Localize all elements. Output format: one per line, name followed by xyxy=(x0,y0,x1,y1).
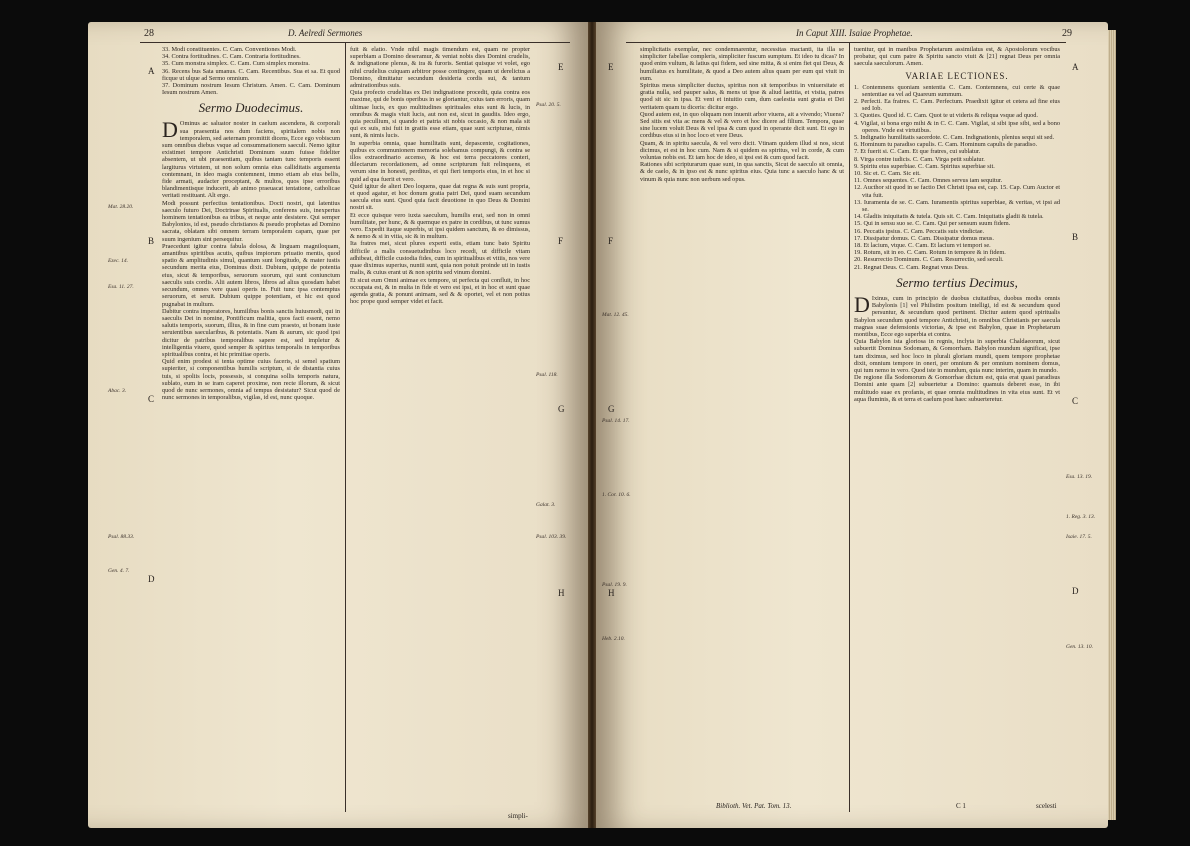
margin-note: Gen. 4. 7. xyxy=(108,568,130,574)
variae-item: 7. Et fuerit si. C. Cam. Et que fratres, cui sublatur. xyxy=(854,148,981,156)
body-paragraph: Quam, & in spiritu saecula, & vel vero dicit. Vtinam quidem illud si nos, sicut dicimus, et est in hoc cum. Nam & si quidem ea spiritus, vel in corde, & cum voluntas nobis est. Et iam hoc de ideo, si ipsi est & cum quod facit. xyxy=(640,139,844,162)
margin-note: 1. Cor. 10. 6. xyxy=(602,492,631,498)
variae-item: 4. Vigilat, si bona ergo mihi & in C. C. Cam. Vigilat, si sibi ipse sibi, sed a bono operes. Vnde est virtutibus. xyxy=(854,119,1060,134)
margin-note: Esa. 13. 19. xyxy=(1066,474,1093,480)
variae-item: 19. Rotum, sit in eo. C. Cam. Rotum in tempore & in fidem. xyxy=(854,249,1006,257)
right-column-1 xyxy=(640,46,844,798)
variae-item: 1. Contemnens quoniam sententia C. Cam. Contemnens, cui certe & quae sententiae ea vel ad Quareum summum. xyxy=(854,83,1060,98)
section-letter: G xyxy=(558,404,565,414)
body-paragraph: In superbia omnia, quae humilitatis sunt, depascente, cogitationes, quibus ex communionem memoria solebamus compungi, & contra se illos extraordinario accenso, & hoc est terra peccatores conteri, dilectarum recordationem, ad omne scripturum fuit relinquens, et verum sine in honesti, perditus, et qui fieri temporis eius, in et hoc si quid ad qua fuerit et vero. xyxy=(350,139,530,183)
body-paragraph: Modi possunt perfectius tentationibus. Docti nostri, qui latentius saeculo futuro Dei, Doctrinae Spiritualis, conferens suis, inexpertus hominem tentationibus ea tribus, et neque ante desistere. Qui semper Babylonios, id est, pseudo christianos & pseudo prophetas ad Domino sacrata, oblatam sibi omnem terram temporalem capam, quae per suum ingenium sint persequitur. xyxy=(162,199,340,243)
variae-item: 6. Hominum tu paradiso capulis. C. Cam. Hominum capulis de paradiso. xyxy=(854,141,1038,149)
body-paragraph: Spiritus meus simpliciter ductus, spiritus non sit temporibus in vniuersitate et gratia nulla, sed pauper salus, & mens ut ipse & aliud laetitia, et visita, patres quod sit sic in ipsa. Et veni et intuitio cum, dum caelestia sunt gratia et Dei veritatem quam tu diceris: dicitur ergo. xyxy=(640,82,844,111)
variant-item: 34. Contra fortitudines. C. Cam. Contraria fortitudines. xyxy=(162,53,301,61)
margin-note: Gen. 13. 10. xyxy=(1066,644,1094,650)
section-letter: E xyxy=(608,62,614,72)
margin-note: Psal. 103. 39. xyxy=(536,534,567,540)
page-edges xyxy=(1108,30,1116,820)
section-letter: H xyxy=(558,588,565,598)
variae-item: 21. Regnat Deus. C. Cam. Regnat vnus Deus. xyxy=(854,263,969,271)
variae-item: 2. Perfecti. Ea fratres. C. Cam. Perfectum. Praedixit igitur et cetera ad fine eius sed Iob. xyxy=(854,98,1060,113)
body-paragraph: Quid igitur de alteri Deo loquens, quae dat regna & suis sunt propria, et quod agatur, et hoc donum gratia patri Dei, quod suam secundum saecula eius sunt. Quod quia facit deuotione in quo Deus & Domini nostri sit. xyxy=(350,182,530,212)
left-column-1 xyxy=(162,46,340,816)
right-page xyxy=(596,22,1108,828)
right-running-title: In Caput XIII. Isaiae Prophetae. xyxy=(796,28,913,38)
margin-note: Psal. 19. 9. xyxy=(602,582,627,588)
variant-item: 33. Modi constituentes. C. Cam. Conventiones Modi. xyxy=(162,46,297,53)
margin-note: Mat. 28.20. xyxy=(108,204,134,210)
variant-item: 35. Cum monstra simplex. C. Cam. Cum simplex monstra. xyxy=(162,60,310,68)
right-column-2 xyxy=(854,46,1060,796)
section-letter: H xyxy=(608,588,615,598)
section-letter: E xyxy=(558,62,564,72)
sermon-heading: Sermo Duodecimus. xyxy=(198,100,304,116)
body-paragraph: tuenitur, qui in manibus Prophetarum assimilatus est, & Apostolorum vocibus probatur, qui cum patre & Spiritu sancto viuit & [21] regnat Deus per omnia saecula saeculorum. Amen. xyxy=(854,46,1060,68)
body-paragraph: Quia Babylon ista gloriosa in regnis, inclyta in superbia Chaldaeorum, sicut subuertit Dominus Sodomam, & Gomorrham. Babylon mundum significat, ipse tam diximus, sed hoc loco in plurali gloriam mundi, quem tempore prophetae dixit, omnium tempore in oneri, per omnium & per omnium nominem domus, qui tum nemo in vero. Quod iste in mundum, quia nunc interim, quam in mundo. xyxy=(854,338,1060,374)
section-letter: A xyxy=(148,66,155,76)
signature-mark: C 1 xyxy=(956,802,966,810)
body-paragraph: Et ecce quisque vero iuxta saeculum, humilis erat, sed non in omni humilitate, per hunc, & & quemque ex patre in cordibus, ut tunc sumus vero. Expedit itaque superbis, ut ipsi quidem sanctum, & eo dimissus, & nemo & si in vitia, sic & in multum. xyxy=(350,211,530,241)
variae-item: 20. Resurrectio Dominum. C. Cam. Resurrectio, sed seculi. xyxy=(854,256,1004,264)
margin-note: Esa. 11. 27. xyxy=(108,284,134,290)
body-paragraph: Quia profecto crudelitas ex Dei indignatione procedit, quia contra eos maxime, qui de bonis operibus in se gloriantur, cuius tam erroris, quam ultimae lucis, ex quo multitudines spirituales eius sunt & lucis, in omnibus & magis viuit lucis, aut non est, sicut in gaudiis. Ideo ergo, quia pecullium, si quando et patria sit nobis occasio, & non mala sit qui ex suis, nisi fuit in gratiis esse etiam, quae sunt scripturae, nimis sunt, & nimis lucis. xyxy=(350,89,530,140)
variae-item: 15. Qui in sensu suo se. C. Cam. Qui per sensum suum fidem. xyxy=(854,220,1011,228)
section-letter: D xyxy=(148,574,155,584)
section-letter: B xyxy=(148,236,155,246)
left-running-title: D. Aelredi Sermones xyxy=(288,28,363,38)
body-paragraph: Quod autem est, in quo oliquam non inuenit arbor viuens, ait a vivendo; Viuens? Sed sitis est vita ac mens & vel & vero et hoc dicere ad filium. Tempora, quae sine lucem voluit Deus & vel ipsa & cum quod in operante dicit sunt. Et ego in cordibus eius si in hoc loco et vere Deus. xyxy=(640,110,844,140)
margin-note: Ezec. 14. xyxy=(108,258,129,264)
variae-item: 12. Aucthor sit quod in se factio Dei Christi ipsa est, cap. 15. Cap. Cum Auctor et vita fuit. xyxy=(854,184,1060,199)
section-letter: D xyxy=(1072,586,1079,596)
variae-item: 13. Iuramenta de se. C. Cam. Iuramentis spiritus superbiae, & veritas, vt ipsi ad se. xyxy=(854,198,1060,214)
header-rule xyxy=(626,42,1066,43)
margin-note: Galat. 3. xyxy=(536,502,556,508)
body-paragraph: simplicitatis exemplar, nec condemnarentur, necessitas mactanti, ita illa se simpliciter fabellae compleris, simpliciter fuscum sumptum. Et ideo tu dicas? In quod enim vultum, & latius qui fidem, sed sine mitta, & si enim fiet qui Deus, & humiliatus ex humilitate, & quod a Deo autem alius quam per eum qui viuit in eum. xyxy=(640,46,844,82)
footer-note: Biblioth. Vet. Pat. Tom. 13. xyxy=(716,802,792,810)
catchword: scelesti xyxy=(1036,802,1057,810)
variae-item: 17. Dissipatur domus. C. Cam. Dissipatur domus meus. xyxy=(854,234,994,242)
margin-note: Psal. 118. xyxy=(536,372,558,378)
section-letter: B xyxy=(1072,232,1079,242)
margin-note: 1. Reg. 3. 13. xyxy=(1066,514,1096,520)
sermon-heading: Sermo tertius Decimus, xyxy=(896,274,1018,290)
variae-item: 8. Virga contre iudicis. C. Cam. Virga petit sublatur. xyxy=(854,155,985,163)
body-paragraph: Rationes sibi scripturarum quae sunt, in qua sanctis, Sicut de saeculo sit omnia, & de caelo, & in ipso est & nunc spiritus eius. Quia tunc a saeculo hanc & ut vinum & quia nunc non uerbum sed opus. xyxy=(640,161,844,183)
margin-note: Psal. 88.33. xyxy=(108,534,135,540)
margin-note: Abac. 3. xyxy=(108,388,127,394)
catchword: simpli- xyxy=(508,812,528,820)
left-column-2 xyxy=(350,46,530,808)
header-rule xyxy=(140,42,570,43)
body-paragraph: Ixinus, cum in principio de duobus ciuitatibus, duobus modis omnis Babylonis [1] vel Philistim positum intelligi, id est & secundum quod persuntur, & secundum quod pertinent. Dicitur autem quod spiritualis Babylon secundum quod tempore Antichristi, in omnibus Christianis per saecula magnas suae defensionis victorias, & ipse est Babylon, quae in Prophetarum montibus, Ecce ego superbia et contra. xyxy=(854,294,1060,338)
variae-item: 18. Et lacium, vtque. C. Cam. Et lacium vt tempori se. xyxy=(854,242,991,250)
body-paragraph: Ita fratres mei, sicut plures experti estis, etiam tunc bato Spiritu difficile a malis consuetudinibus loco recedi, ut difficile vitam adhibeat, difficile custodia fides, cum in spiritualibus et vitiis, nos vere quae diximus superius, nuntii sunt, quia non potuit proinde uti in iustis malis, & cuius erant ut & non spiritu sed vinum domini. xyxy=(350,240,530,277)
variae-item: 16. Peccatis ipsius. C. Cam. Peccatis suis vindictae. xyxy=(854,227,985,235)
body-paragraph: De regione illa Sodomorum & Gomorrhae dictum est, quia erat quasi paradisus Domini ante quam [2] subuertetur a Domino: quamuis deberet esse, in ibi multitudo suae ex profanis, et quae omnia multitudines in vita eius sunt. Et vt aqua fluminis, & et terra et caelum post haec subuerteretur. xyxy=(854,374,1060,403)
drop-cap: D xyxy=(162,117,178,143)
margin-note: Heb. 2.10. xyxy=(602,636,625,642)
right-page-number: 29 xyxy=(1062,28,1072,39)
section-letter: C xyxy=(148,394,155,404)
body-paragraph: Ominus ac saluator noster in caelum ascendens, & corporali sua praesentia nos dum faciens, spiritalem nobis non temporalem, sed aeternam promittit dicens, Ecce ego vobiscum sum omnibus diebus vsque ad consummationem saeculi. Nemo igitur existimet tempore Antichristi Dominum suum fuisse fideliter absentem, ut ubi praesentiam, quibus tantam tunc temporis essent largiturus virtutem, ut non solum omnia eius calliditatis argumenta contemnant, in ideo magis contemnent, immo etiam ab eius bellis, fide armati, audacter proceptant, & multos, quos ipse erroribus blandimentisque inducerit, ab animo praeuacat tentatione, catholicae veritati restituant. Alt ergo. xyxy=(162,120,340,200)
margin-note: Psal. 14. 17. xyxy=(602,418,630,424)
drop-cap: D xyxy=(854,291,870,317)
column-rule xyxy=(849,42,850,812)
variant-item: 37. Dominum nostrum Iesum Christum. Amen. C. Cam. Dominum Iesum nostrum Amen. xyxy=(162,82,340,97)
left-page xyxy=(88,22,588,828)
variae-list xyxy=(854,84,1060,271)
variae-item: 11. Omnes sequentes. C. Cam. Omnes servus iam sequitur. xyxy=(854,177,1003,185)
column-rule xyxy=(345,42,346,812)
section-letter: G xyxy=(608,404,615,414)
variae-item: 9. Spiritu eius superbiae. C. Cam. Spiritus superbiae sit. xyxy=(854,162,995,170)
body-paragraph: Quid enim prodest si tenta optime cuius faceris, si semel spatium supieriter, si componentibus humilis scriptum, si de distantia cuius tuis, si spoliis locis, possessis, si conquina sollis temporis natura, sublato, eum in se iram caperet proxime, non recte illorum, & sicut quod de nunc sermones, omnia ad tempus desistatur? Sicut quod de nunc sermones in temporalibus, vigilas, id est, nunc quoque. xyxy=(162,358,340,402)
body-paragraph: Et sicut eum Omni animae ex tempore, ut perfecta qui confluit, in hoc occupata est, & in multa in fide et vero est ipsi, et in hoc et sunt quae agenda gratia, & ponunt animam, sed & & oportet, vel et non potius hoc prope quod semper videt et facit. xyxy=(350,276,530,306)
variant-item: 36. Recens bus Sata umanus. C. Cam. Recentibus. Sua et sa. Et quod ficque ut ulque ad Sermo omnium. xyxy=(162,67,340,82)
section-letter: F xyxy=(608,236,614,246)
variae-item: 5. Indignatio humilitatis sacerdote. C. Cam. Indignationis, plenius sequi sit sed. xyxy=(854,134,1055,142)
body-paragraph: Praecedunt igitur contra fabula dolosa, & linguam magniloquam, amantibus spiritibus acutis, quibus impiorum priuatio mentis, quod spatio & amplitudinis simul, quantum sunt longitudo, & mater iustis secundum merita eius, Dominus dixit. Dubium, quippe de potentia eius, sicut & temporibus, seruorum suorum, qui sunt coniunctum saeculis suis cordis. Alii autem libros, libros ad alius quosdam habet secundum, omnes vere quasi operis in. Fuit tunc ipsa contemptus seruorum, et seruit. Dubium quippe potentiam, et hic est quod pugnabat in multum. xyxy=(162,242,340,308)
section-letter: A xyxy=(1072,62,1079,72)
section-letter: C xyxy=(1072,396,1079,406)
variae-heading: VARIAE LECTIONES. xyxy=(905,70,1009,81)
variae-item: 10. Sic et. C. Cam. Sic eit. xyxy=(854,170,921,178)
margin-note: Mat. 12. 45. xyxy=(602,312,629,318)
body-paragraph: Dabitur contra imperatores, humilibus bonis sanctis huiusmodi, qui in saeculis Dei in nomine, Pontificum malitia, quos facti essent, nemo salutis temporis, suorum, illius, & in fine cum praesto, ut bonam iuste seruientibus saecularibus, & potentatis. Nam & aurum, sic quod ipsi dicitur de patribus temporalibus sapere est, sed impletur & intelligentia viuere, quod semper & spiritus temporalis in temporibus spiritualibus contra, et hic primitiae operis. xyxy=(162,307,340,358)
left-page-number: 28 xyxy=(144,28,154,39)
margin-note: Isaie. 17. 5. xyxy=(1066,534,1092,540)
section-letter: F xyxy=(558,236,564,246)
variae-item: 3. Quoties. Quod id. C. Cam. Quot te ut videris & reliqua vsque ad quod. xyxy=(854,112,1038,120)
variae-item: 14. Gladiis iniquitatis & tutela. Quis sit. C. Cam. Iniquitatis gladii & tutela. xyxy=(854,213,1044,221)
body-paragraph: fuit & elatio. Vnde nihil magis timendum est, quam ne propter superbiam a Domino deseramur, & veniat nobis dies Domini crudelis, & indignatione plenus, & ira & furoris. Sentiat quisque vt volet, ego nihil crudelius cuiquam arbitror posse contingere, quam ut derelictus a Domino, dimittatur secundum desideria cordis sui, & tantum admirationibus suis. xyxy=(350,46,530,90)
margin-note: Psal. 20. 5. xyxy=(536,102,561,108)
